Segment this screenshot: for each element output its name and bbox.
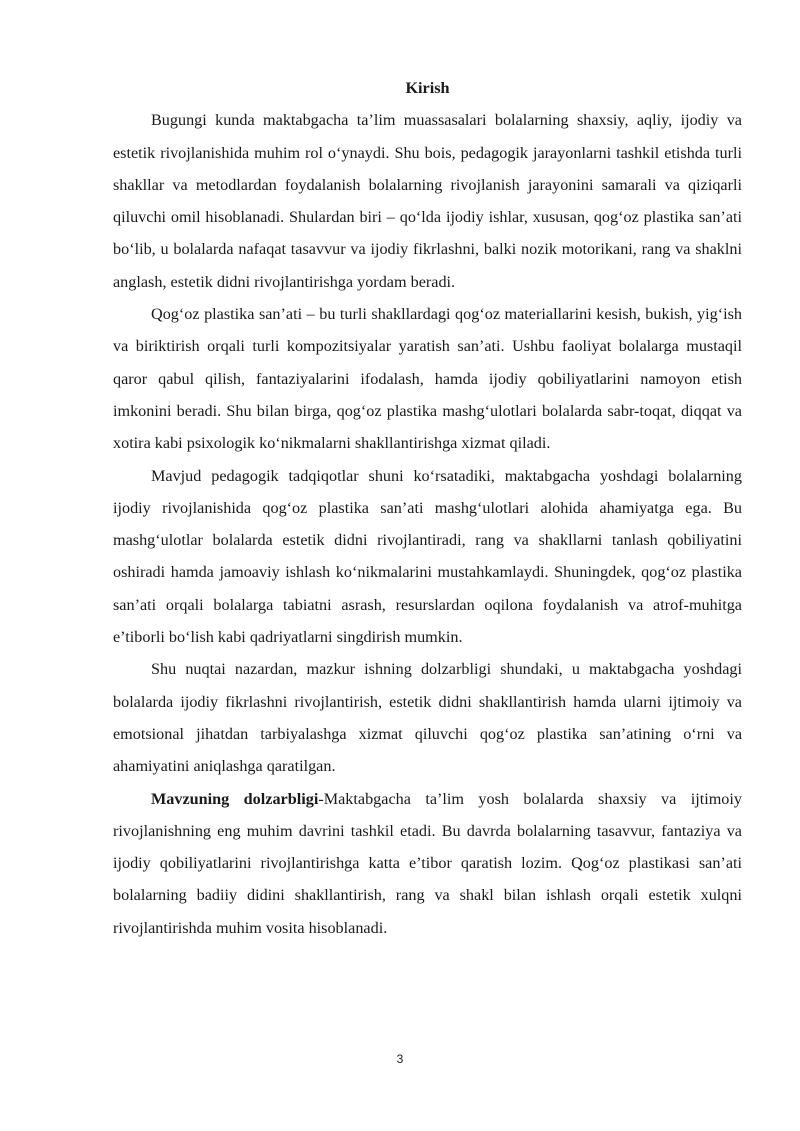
relevance-label: Mavzuning dolzarbligi <box>151 789 319 808</box>
page-number: 3 <box>396 1052 404 1066</box>
paragraph-4: Shu nuqtai nazardan, mazkur ishning dolzarbligi shundaki, u maktabgacha yoshdagi bolalarda ijodiy fikrlashni rivojlantirish, estetik didni shakllantirish hamda ularni ijtimoiy va emotsional jihatdan tarbiyalashga xizmat qiluvchi qog‘oz plastika san’atining o‘rni va ahamiyatini aniqlashga qaratilgan. <box>113 660 742 776</box>
paragraph-relevance <box>113 783 742 944</box>
paragraph-3: Mavjud pedagogik tadqiqotlar shuni ko‘rsatadiki, maktabgacha yoshdagi bolalarning ijodiy rivojlanishida qog‘oz plastika san’ati mashg‘ulotlari alohida ahamiyatga ega. Bu mashg‘ulotlar bolalarda estetik didni rivojlantiradi, rang va shakllarni tanlash qobiliyatini oshiradi hamda jamoaviy ishlash ko‘nikmalarini mustahkamlaydi. Shuningdek, qog‘oz plastika san’ati orqali bolalarga tabiatni asrash, resurslardan oqilona foydalanish va atrof-muhitga e’tiborli bo‘lish kabi qadriyatlarni singdirish mumkin. <box>113 466 742 647</box>
page-body <box>113 72 742 944</box>
paragraph-1: Bugungi kunda maktabgacha ta’lim muassasalari bolalarning shaxsiy, aqliy, ijodiy va estetik rivojlanishida muhim rol o‘ynaydi. Shu bois, pedagogik jarayonlarni tashkil etishda turli shakllar va metodlardan foydalanish bolalarning rivojlanish jarayonini samarali va qiziqarli qiluvchi omil hisoblanadi. Shulardan biri – qo‘lda ijodiy ishlar, xususan, qog‘oz plastika san’ati bo‘lib, u bolalarda nafaqat tasavvur va ijodiy fikrlashni, balki nozik motorikani, rang va shaklni anglash, estetik didni rivojlantirishga yordam beradi. <box>113 111 742 291</box>
section-heading: Kirish <box>405 79 450 97</box>
relevance-text: -Maktabgacha ta’lim yosh bolalarda shaxsiy va ijtimoiy rivojlanishning eng muhim davrini tashkil etadi. Bu davrda bolalarning tasavvur, fantaziya va ijodiy qobiliyatlarini rivojlantirishga katta e’tibor qaratish lozim. Qog‘oz plastikasi san’ati bolalarning badiiy didini shakllantirish, rang va shakl bilan ishlash orqali estetik xulqni rivojlantirishda muhim vosita hisoblanadi. <box>113 789 742 937</box>
paragraph-2: Qog‘oz plastika san’ati – bu turli shakllardagi qog‘oz materiallarini kesish, bukish, yig‘ish va biriktirish orqali turli kompozitsiyalar yaratish san’ati. Ushbu faoliyat bolalarga mustaqil qaror qabul qilish, fantaziyalarini ifodalash, hamda ijodiy qobiliyatlarini namoyon etish imkonini beradi. Shu bilan birga, qog‘oz plastika mashg‘ulotlari bolalarda sabr-toqat, diqqat va xotira kabi psixologik ko‘nikmalarni shakllantirishga xizmat qiladi. <box>113 305 742 453</box>
